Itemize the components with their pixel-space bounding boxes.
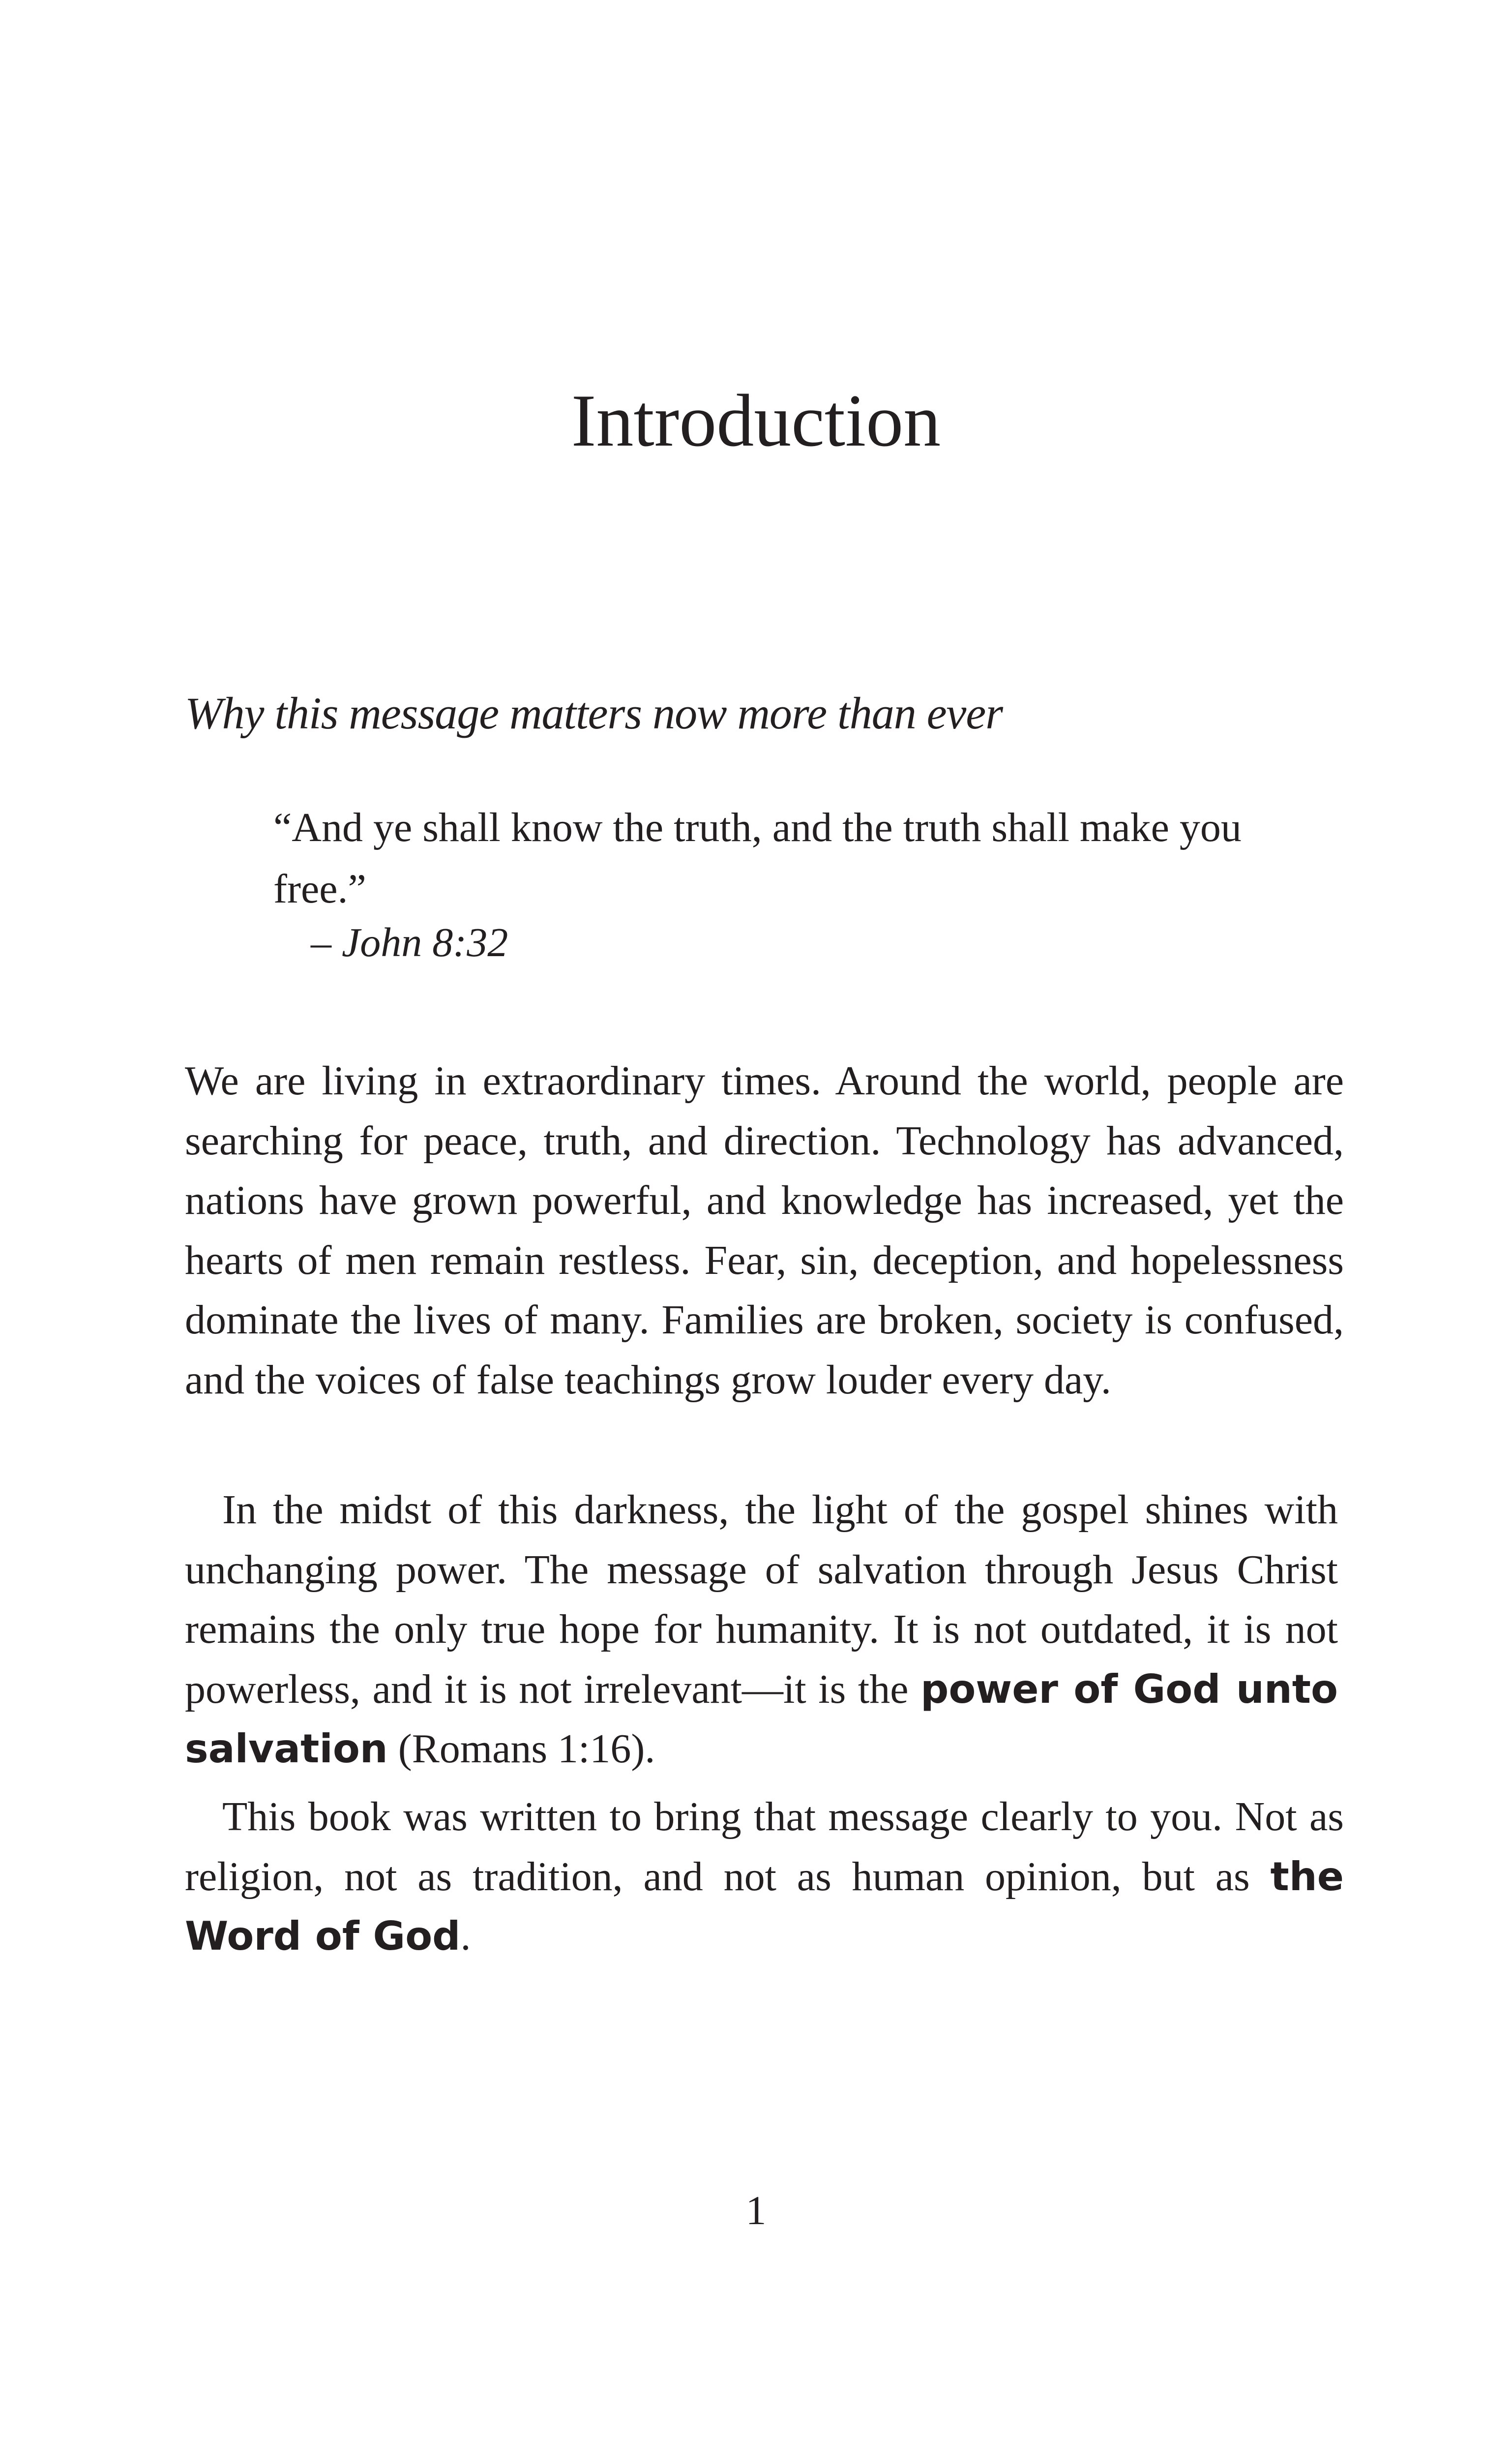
- paragraph-3-emphasis: the Word of God: [185, 1853, 1344, 1959]
- paragraph-1: We are living in extraordinary times. Around the world, people are searching for peace, truth, and direction. Technology has advanced, nations have grown powerful, and knowledge has increased, yet the hearts of men remain restless. Fear, sin, deception, and hopelessness dominate the lives of many. Families are broken, society is confused, and the voices of false teachings grow louder every day.: [185, 1058, 1344, 1403]
- epigraph-quote: “And ye shall know the truth, and the truth shall make you free.”: [273, 805, 1242, 912]
- paragraph-2: [185, 1480, 1338, 1779]
- paragraph-3-text-end: .: [460, 1913, 471, 1959]
- paragraph-3-text-start: This book was written to bring that message clearly to you. Not as religion, not as tradition, and not as human opinion, but as: [185, 1794, 1344, 1900]
- epigraph-reference: – John 8:32: [311, 920, 508, 965]
- paragraph-2-text-start: In the midst of this darkness, the light of the gospel shines with unchanging power. The message of salvation through Jesus Christ remains the only true hope for humanity. It is not outdated, it is not powerless, and it is not irrelevant—it is the: [185, 1487, 1338, 1712]
- paragraph-2-emphasis: power of God unto salvation: [185, 1666, 1338, 1772]
- chapter-subtitle: Why this message matters now more than ever: [185, 688, 1003, 738]
- page-number: 1: [745, 2188, 767, 2233]
- chapter-title: Introduction: [571, 379, 941, 462]
- paragraph-2-text-end: (Romans 1:16).: [387, 1726, 655, 1772]
- paragraph-3: [185, 1787, 1344, 1966]
